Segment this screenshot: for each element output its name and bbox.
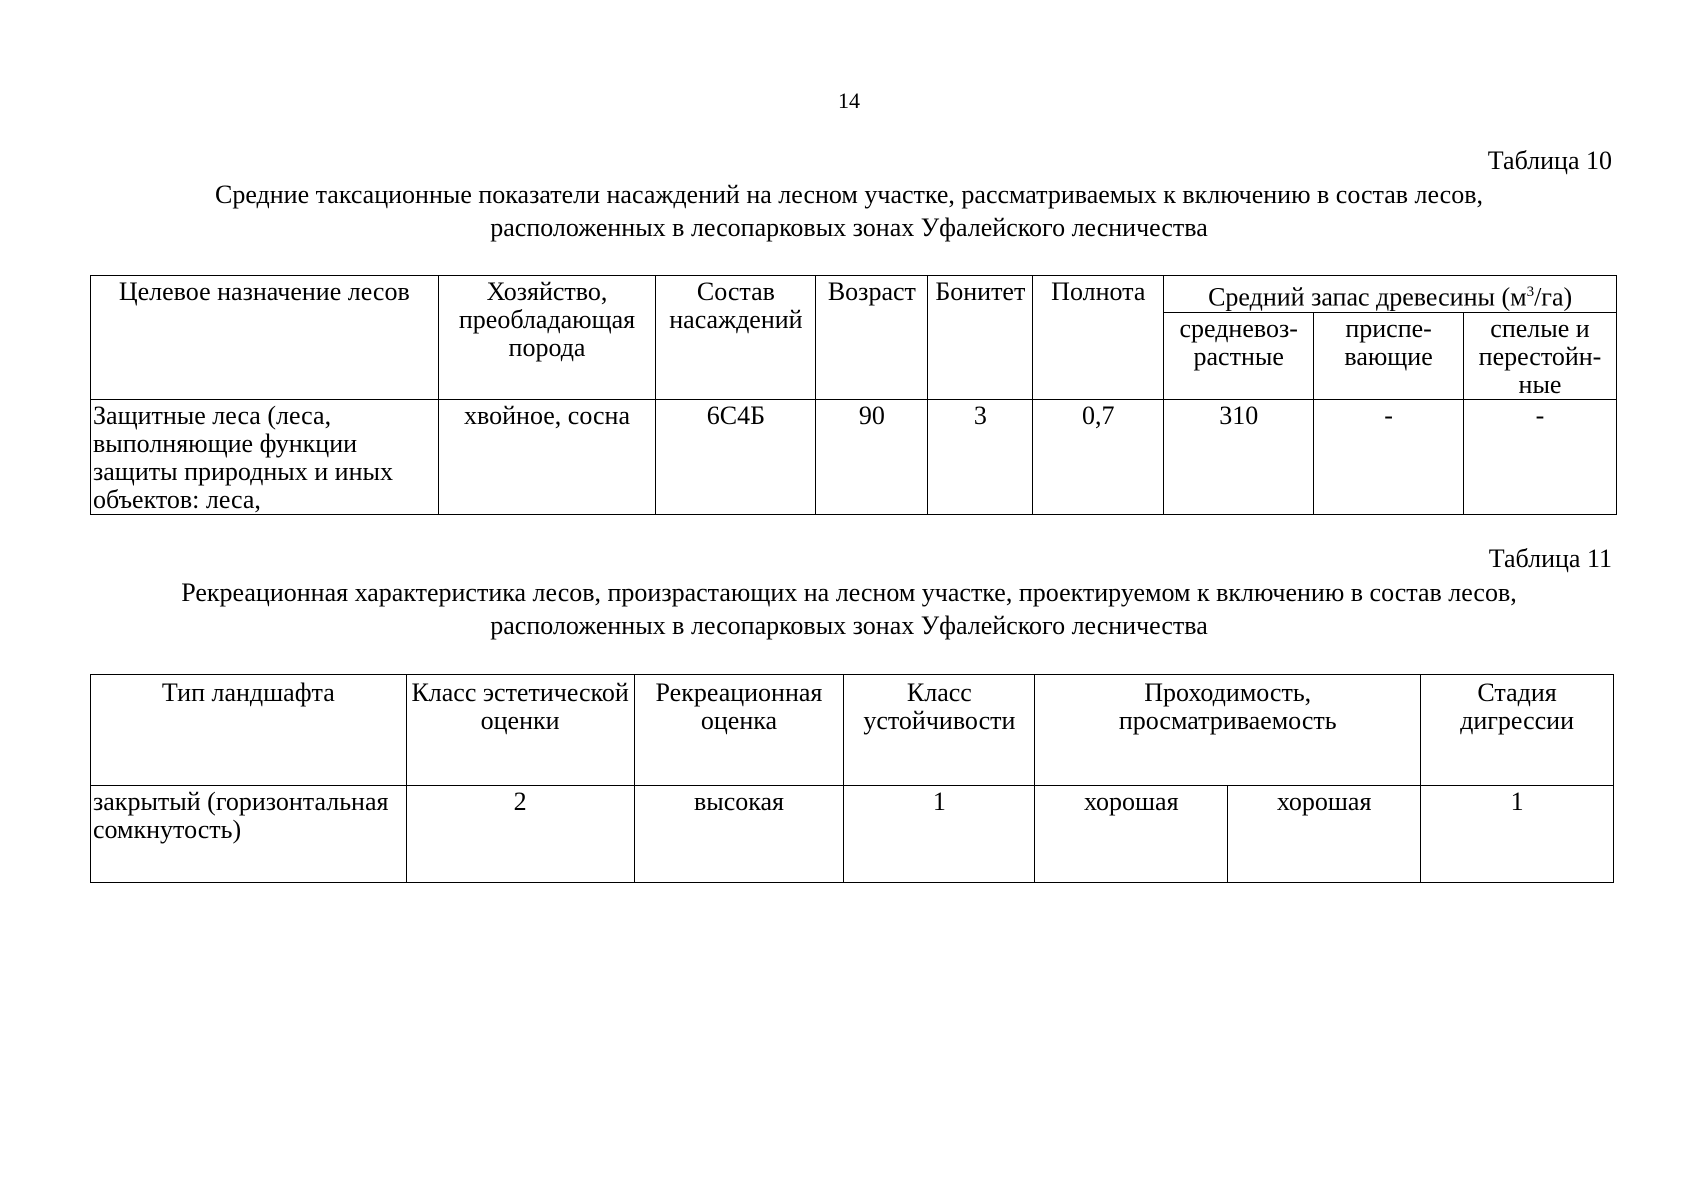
cell-recreation: высокая: [634, 786, 844, 883]
cell-age: 90: [816, 399, 928, 514]
header-bonitet: Бонитет: [928, 276, 1033, 400]
header-stock-suffix: /га): [1534, 282, 1573, 312]
table-11-title-line-2: расположенных в лесопарковых зонах Уфалейского лесничества: [490, 611, 1208, 640]
header-stock-group: [1164, 276, 1617, 313]
cell-stability: 1: [844, 786, 1035, 883]
table-11-title-line-1: Рекреационная характеристика лесов, произрастающих на лесном участке, проектируемом к включению в состав лесов,: [181, 578, 1517, 607]
header-stability: Класс устойчивости: [844, 675, 1035, 786]
cell-composition: 6С4Б: [656, 399, 816, 514]
cell-stock-middle: 310: [1164, 399, 1314, 514]
cell-stock-mature: -: [1464, 399, 1617, 514]
table-10-label: Таблица 10: [1487, 146, 1612, 175]
header-stock-prefix: Средний запас древесины (м: [1208, 282, 1527, 312]
header-composition: Состав насаждений: [656, 276, 816, 400]
header-density: Полнота: [1033, 276, 1164, 400]
header-stock-mature: спелые и перестойн-ные: [1464, 312, 1617, 399]
table-row: [91, 399, 1617, 514]
cell-density: 0,7: [1033, 399, 1164, 514]
table-11-label: Таблица 11: [1488, 544, 1612, 573]
table-10-title-line-2: расположенных в лесопарковых зонах Уфалейского лесничества: [490, 213, 1208, 242]
cell-visibility: хорошая: [1228, 786, 1421, 883]
cell-bonitet: 3: [928, 399, 1033, 514]
header-passability: Проходимость, просматриваемость: [1035, 675, 1421, 786]
cell-passability: хорошая: [1035, 786, 1228, 883]
header-stock-middle: средневоз-растные: [1164, 312, 1314, 399]
cell-purpose: Защитные леса (леса, выполняющие функции защиты природных и иных объектов: леса,: [91, 399, 439, 514]
cell-aesthetic: 2: [406, 786, 634, 883]
header-age: Возраст: [816, 276, 928, 400]
header-landscape: Тип ландшафта: [91, 675, 407, 786]
header-stock-maturing: приспе-вающие: [1314, 312, 1464, 399]
header-aesthetic: Класс эстетической оценки: [406, 675, 634, 786]
table-10: [90, 275, 1617, 515]
table-10-title: [70, 178, 1628, 244]
cell-landscape: закрытый (горизонтальная сомкнутость): [91, 786, 407, 883]
header-digression: Стадия дигрессии: [1421, 675, 1614, 786]
table-10-title-line-1: Средние таксационные показатели насаждений на лесном участке, рассматриваемых к включению в состав лесов,: [214, 180, 1483, 209]
table-row: [91, 786, 1614, 883]
header-stock-sup: 3: [1526, 284, 1535, 300]
header-economy: Хозяйство, преобладающая порода: [438, 276, 656, 400]
table-11: [90, 674, 1614, 883]
table-11-title: [70, 576, 1628, 642]
page-number: 14: [838, 88, 860, 113]
cell-economy: хвойное, сосна: [438, 399, 656, 514]
header-purpose: Целевое назначение лесов: [91, 276, 439, 400]
cell-digression: 1: [1421, 786, 1614, 883]
cell-stock-maturing: -: [1314, 399, 1464, 514]
header-recreation: Рекреационная оценка: [634, 675, 844, 786]
